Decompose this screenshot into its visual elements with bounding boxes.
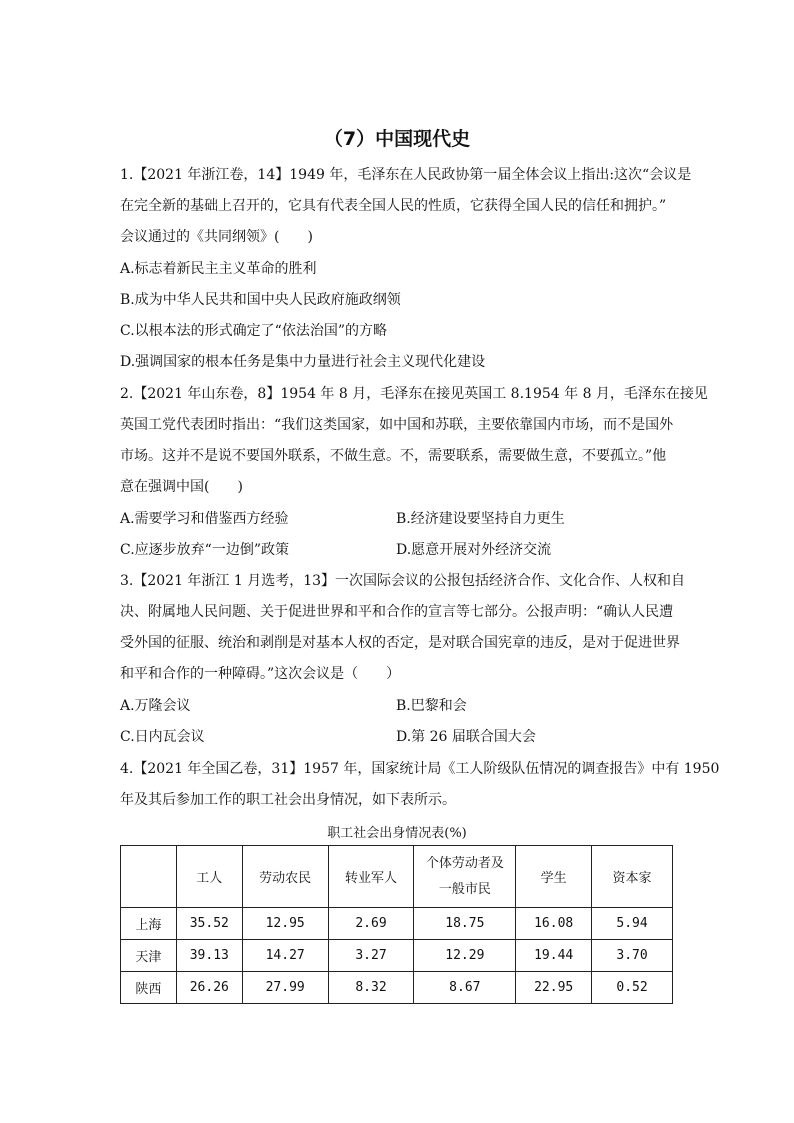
header-line: 个体劳动者及 [425, 855, 504, 871]
q3-line-2: 决、附属地人民问题、关于促进世界和平和合作的宣言等七部分。公报声明：“确认人民遭 [120, 604, 674, 620]
table-row [121, 940, 673, 972]
table-cell: 39.13 [176, 940, 242, 972]
social-origin-table [120, 845, 673, 1004]
row-label-cell: 天津 [121, 940, 177, 972]
table-cell: 14.27 [242, 940, 328, 972]
table-cell: 22.95 [516, 972, 592, 1004]
header-cell: 资本家 [592, 846, 673, 908]
q1-line-2: 在完全新的基础上召开的，它具有代表全国人民的性质，它获得全国人民的信任和拥护。” [120, 198, 667, 214]
table-cell: 3.70 [592, 940, 673, 972]
q1-option-c: C.以根本法的形式确定了“依法治国”的方略 [120, 323, 387, 339]
q2-option-a: A.需要学习和借鉴西方经验 [120, 511, 289, 527]
table-cell: 0.52 [592, 972, 673, 1004]
q1-option-b: B.成为中华人民共和国中央人民政府施政纲领 [120, 292, 401, 308]
row-label-cell: 上海 [121, 908, 177, 940]
table-cell: 27.99 [242, 972, 328, 1004]
table-cell: 18.75 [414, 908, 516, 940]
table-row [121, 972, 673, 1004]
table-cell: 8.67 [414, 972, 516, 1004]
q2-option-c: C.应逐步放弃“一边倒”政策 [120, 542, 289, 558]
q1-option-a: A.标志着新民主主义革命的胜利 [120, 261, 317, 277]
table-cell: 12.29 [414, 940, 516, 972]
q2-option-d: D.愿意开展对外经济交流 [396, 542, 552, 558]
q3-line-4: 和平和合作的一种障碍。”这次会议是（ ） [120, 666, 401, 682]
table-caption: 职工社会出身情况表(%) [327, 826, 467, 841]
table-cell: 5.94 [592, 908, 673, 940]
q3-option-a: A.万隆会议 [120, 698, 191, 714]
table-cell: 35.52 [176, 908, 242, 940]
header-cell: 转业军人 [328, 846, 414, 908]
q3-line-1: 3.【2021 年浙江 1 月选考，13】一次国际会议的公报包括经济合作、文化合作、人权和自 [120, 573, 686, 589]
table-cell: 3.27 [328, 940, 414, 972]
table-cell: 12.95 [242, 908, 328, 940]
q2-line-3: 市场。这并不是说不要国外联系，不做生意。不，需要联系，需要做生意，不要孤立。”他 [120, 448, 667, 464]
header-cell-individual-workers [414, 846, 516, 908]
header-cell: 劳动农民 [242, 846, 328, 908]
q2-option-b: B.经济建设要坚持自力更生 [396, 511, 565, 527]
q3-option-d: D.第 26 届联合国大会 [396, 729, 536, 745]
q3-option-c: C.日内瓦会议 [120, 729, 205, 745]
q1-option-d: D.强调国家的根本任务是集中力量进行社会主义现代化建设 [120, 354, 486, 370]
q1-line-1: 1.【2021 年浙江卷，14】1949 年，毛泽东在人民政协第一届全体会议上指出:这次“会议是 [120, 167, 692, 183]
q3-option-b: B.巴黎和会 [396, 698, 467, 714]
row-label-cell: 陕西 [121, 972, 177, 1004]
header-line: 一般市民 [438, 881, 491, 897]
page-title: （7）中国现代史 [323, 128, 471, 150]
table-header-row [121, 846, 673, 908]
table-row [121, 908, 673, 940]
q4-line-1: 4.【2021 年全国乙卷，31】1957 年，国家统计局《工人阶级队伍情况的调查报告》中有 1950 [120, 761, 720, 777]
table-cell: 8.32 [328, 972, 414, 1004]
table-cell: 2.69 [328, 908, 414, 940]
header-cell: 工人 [176, 846, 242, 908]
header-corner-cell [121, 846, 177, 908]
q3-line-3: 受外国的征服、统治和剥削是对基本人权的否定，是对联合国宪章的违反，是对于促进世界 [120, 635, 680, 651]
q2-line-4: 意在强调中国( ) [120, 479, 243, 495]
header-cell: 学生 [516, 846, 592, 908]
table-cell: 26.26 [176, 972, 242, 1004]
table-cell: 19.44 [516, 940, 592, 972]
q4-line-2: 年及其后参加工作的职工社会出身情况，如下表所示。 [120, 792, 456, 808]
q2-line-2: 英国工党代表团时指出：“我们这类国家，如中国和苏联，主要依靠国内市场，而不是国外 [120, 417, 674, 433]
table-cell: 16.08 [516, 908, 592, 940]
q2-line-1: 2.【2021 年山东卷，8】1954 年 8 月，毛泽东在接见英国工 8.1954 年 8 月，毛泽东在接见 [120, 386, 708, 402]
q1-line-3: 会议通过的《共同纲领》( ) [120, 229, 313, 245]
